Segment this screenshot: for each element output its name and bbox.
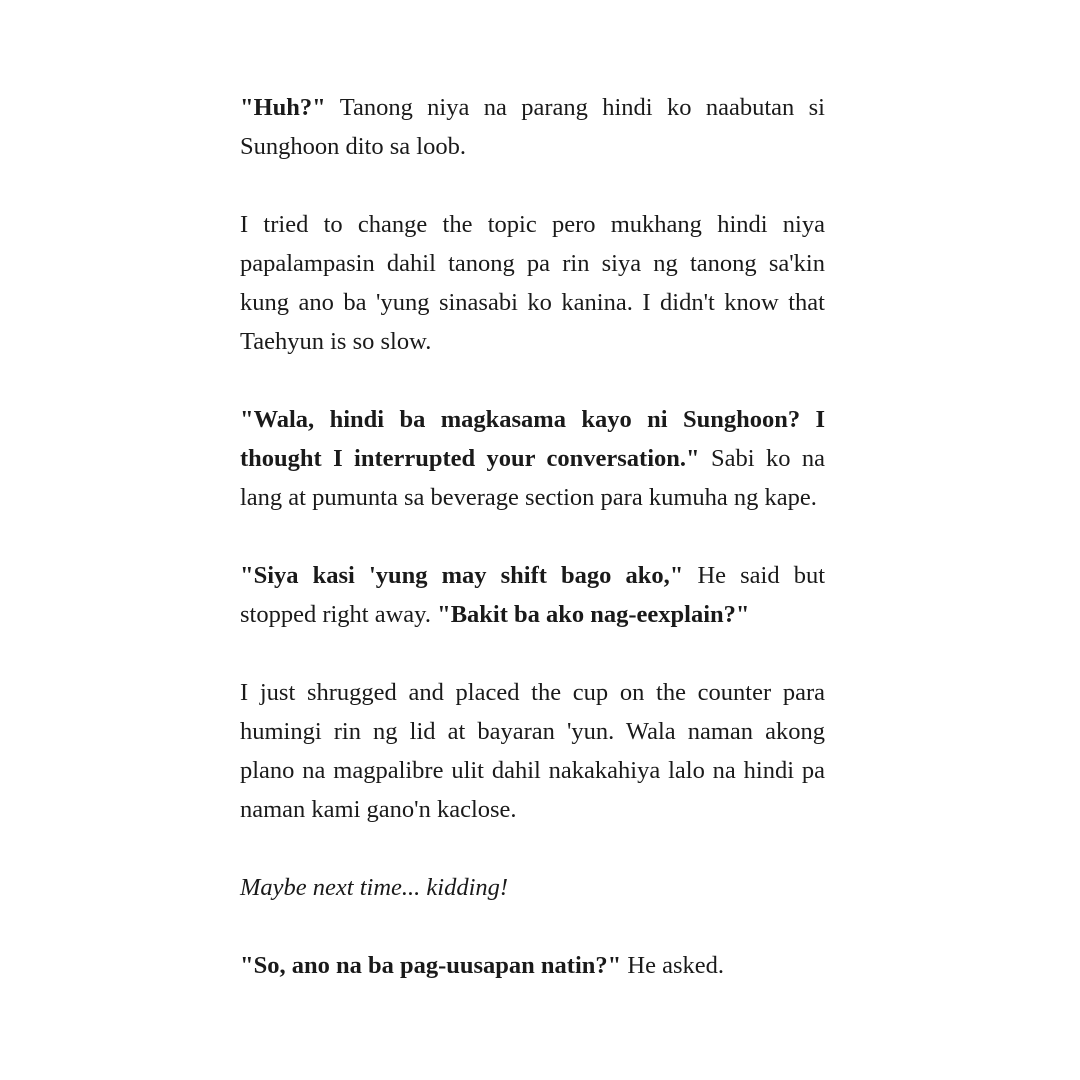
paragraph-1 — [240, 88, 825, 166]
paragraph-3 — [240, 400, 825, 517]
dialogue-text: "Huh?" — [240, 94, 326, 121]
dialogue-text: "So, ano na ba pag-uusapan natin?" — [240, 952, 622, 979]
narration-text: Sabi ko na lang at pumunta sa beverage section para kumuha ng kape. — [240, 445, 826, 511]
paragraph-4 — [240, 556, 825, 634]
paragraph-2 — [240, 205, 825, 361]
story-page — [240, 88, 825, 1024]
dialogue-text: "Bakit ba ako nag-eexplain?" — [437, 601, 750, 628]
dialogue-text: "Wala, hindi ba magkasama kayo ni Sunghoon? I thought I interrupted your conversation." — [240, 406, 825, 472]
thought-text: Maybe next time... kidding! — [240, 874, 509, 901]
dialogue-text: "Siya kasi 'yung may shift bago ako," — [240, 562, 684, 589]
paragraph-6 — [240, 868, 825, 907]
narration-text: He said but stopped right away. — [240, 562, 826, 628]
narration-text: He asked. — [621, 952, 724, 979]
paragraph-7 — [240, 946, 825, 985]
narration-text: Tanong niya na parang hindi ko naabutan si Sunghoon dito sa loob. — [240, 94, 825, 160]
narration-text: I tried to change the topic pero mukhang hindi niya papalampasin dahil tanong pa rin siya ng tanong sa'kin kung ano ba 'yung sinasabi ko kanina. I didn't know that Taehyun is so slow. — [240, 211, 825, 355]
narration-text: I just shrugged and placed the cup on the counter para humingi rin ng lid at bayaran 'yun. Wala naman akong plano na magpalibre ulit dahil nakakahiya lalo na hindi pa naman kami gano'n kaclose. — [240, 679, 825, 823]
paragraph-5 — [240, 673, 825, 829]
